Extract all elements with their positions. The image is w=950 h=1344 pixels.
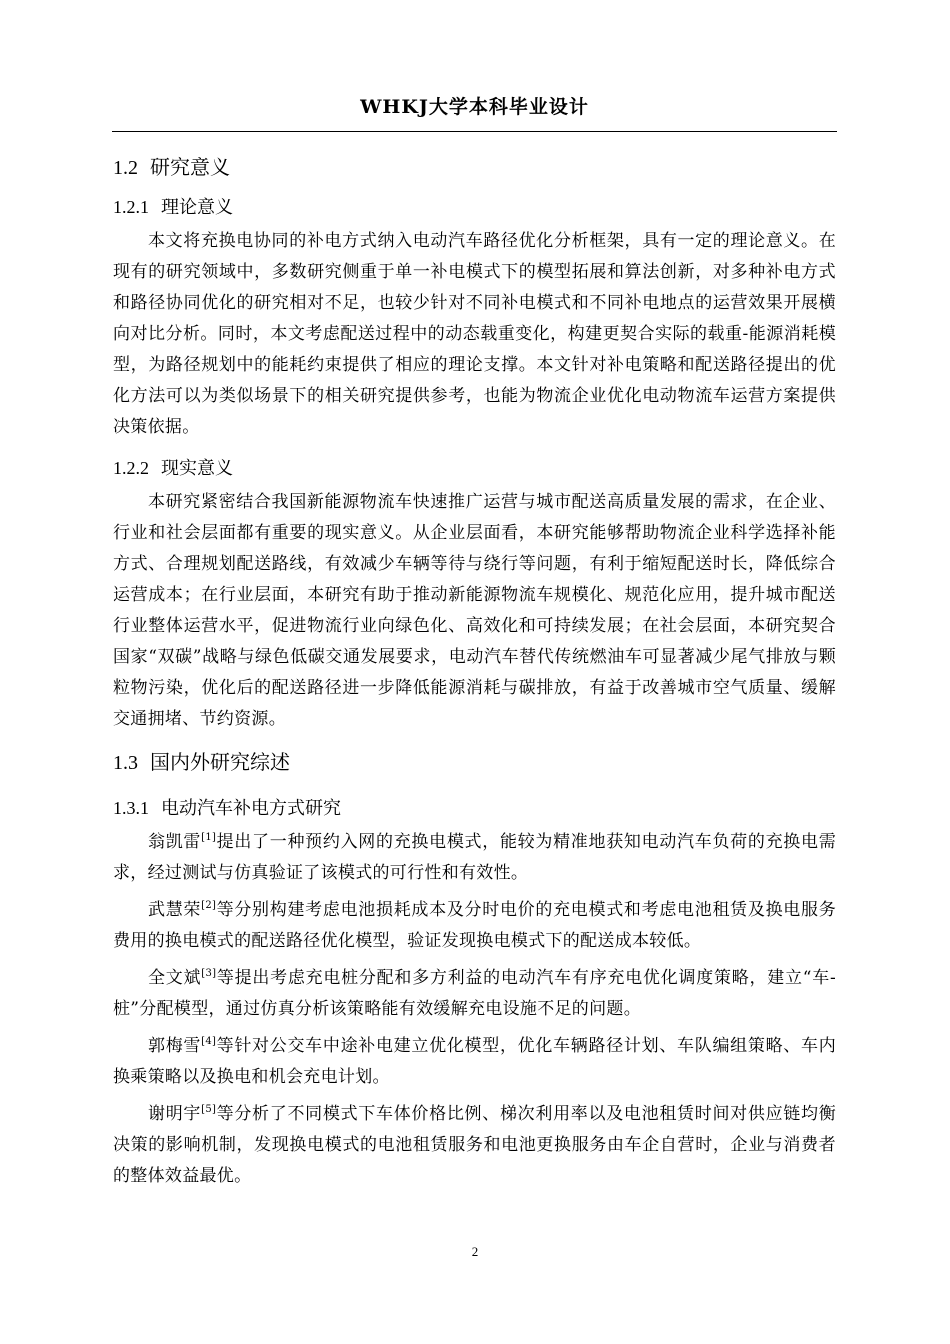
citation-marker: [5] bbox=[201, 1104, 217, 1115]
page-body bbox=[113, 146, 836, 1192]
ref-author: 武慧荣 bbox=[148, 900, 202, 920]
subsection-number: 1.2.1 bbox=[113, 197, 149, 217]
section-number: 1.3 bbox=[113, 752, 138, 774]
subsection-number: 1.3.1 bbox=[113, 798, 149, 818]
subsection-heading-1-2-1 bbox=[113, 188, 836, 226]
page-header-title: WHKJ大学本科毕业设计 bbox=[360, 96, 589, 118]
section-title: 研究意义 bbox=[150, 155, 230, 179]
header-divider bbox=[112, 131, 837, 132]
paragraph-practical-significance: 本研究紧密结合我国新能源物流车快速推广运营与城市配送高质量发展的需求，在企业、行业和社会层面都有重要的现实意义。从企业层面看，本研究能够帮助物流企业科学选择补能方式、合理规划配送路线，有效减少车辆等待与绕行等问题，有利于缩短配送时长，降低综合运营成本；在行业层面，本研究有助于推动新能源物流车规模化、规范化应用，提升城市配送行业整体运营水平，促进物流行业向绿色化、高效化和可持续发展；在社会层面，本研究契合国家“双碳”战略与绿色低碳交通发展要求，电动汽车替代传统燃油车可显著减少尾气排放与颗粒物污染，优化后的配送路径进一步降低能源消耗与碳排放，有益于改善城市空气质量、缓解交通拥堵、节约资源。 bbox=[113, 492, 836, 729]
subsection-heading-1-3-1 bbox=[113, 789, 836, 827]
ref-author: 谢明宇 bbox=[148, 1104, 202, 1124]
section-heading-1-3 bbox=[113, 741, 836, 783]
ref-text: 等提出考虑充电桩分配和多方利益的电动汽车有序充电优化调度策略，建立“车-桩”分配模型，通过仿真分析该策略能有效缓解充电设施不足的问题。 bbox=[113, 968, 837, 1019]
section-number: 1.2 bbox=[113, 157, 138, 179]
ref-author: 郭梅雪 bbox=[148, 1036, 202, 1056]
paragraph-reference-2 bbox=[113, 895, 836, 957]
section-heading-1-2 bbox=[113, 146, 836, 188]
ref-author: 翁凯雷 bbox=[148, 832, 202, 852]
ref-text: 等针对公交车中途补电建立优化模型，优化车辆路径计划、车队编组策略、车内换乘策略以及换电和机会充电计划。 bbox=[113, 1036, 836, 1087]
subsection-title: 理论意义 bbox=[161, 197, 233, 218]
subsection-heading-1-2-2 bbox=[113, 449, 836, 487]
citation-marker: [1] bbox=[201, 832, 217, 843]
subsection-title: 电动汽车补电方式研究 bbox=[161, 798, 341, 819]
paragraph-reference-1 bbox=[113, 827, 836, 889]
paragraph-theoretical-significance: 本文将充换电协同的补电方式纳入电动汽车路径优化分析框架，具有一定的理论意义。在现有的研究领域中，多数研究侧重于单一补电模式下的模型拓展和算法创新，对多种补电方式和路径协同优化的研究相对不足，也较少针对不同补电模式和不同补电地点的运营效果开展横向对比分析。同时，本文考虑配送过程中的动态载重变化，构建更契合实际的载重-能源消耗模型，为路径规划中的能耗约束提供了相应的理论支撑。本文针对补电策略和配送路径提出的优化方法可以为类似场景下的相关研究提供参考，也能为物流企业优化电动物流车运营方案提供决策依据。 bbox=[113, 231, 836, 437]
ref-text: 等分析了不同模式下车体价格比例、梯次利用率以及电池租赁时间对供应链均衡决策的影响机制，发现换电模式的电池租赁服务和电池更换服务由车企自营时，企业与消费者的整体效益最优。 bbox=[113, 1104, 836, 1186]
ref-author: 全文斌 bbox=[148, 968, 202, 988]
subsection-title: 现实意义 bbox=[161, 458, 233, 479]
paragraph-reference-5 bbox=[113, 1099, 836, 1192]
paragraph-reference-3 bbox=[113, 963, 836, 1025]
page-number: 2 bbox=[471, 1244, 479, 1259]
section-title: 国内外研究综述 bbox=[150, 750, 290, 774]
subsection-number: 1.2.2 bbox=[113, 458, 149, 478]
citation-marker: [2] bbox=[201, 900, 217, 911]
ref-text: 提出了一种预约入网的充换电模式，能较为精准地获知电动汽车负荷的充换电需求，经过测试与仿真验证了该模式的可行性和有效性。 bbox=[113, 832, 836, 883]
paragraph-reference-4 bbox=[113, 1031, 836, 1093]
citation-marker: [4] bbox=[201, 1036, 217, 1047]
citation-marker: [3] bbox=[201, 968, 217, 979]
ref-text: 等分别构建考虑电池损耗成本及分时电价的充电模式和考虑电池租赁及换电服务费用的换电模式的配送路径优化模型，验证发现换电模式下的配送成本较低。 bbox=[113, 900, 836, 951]
